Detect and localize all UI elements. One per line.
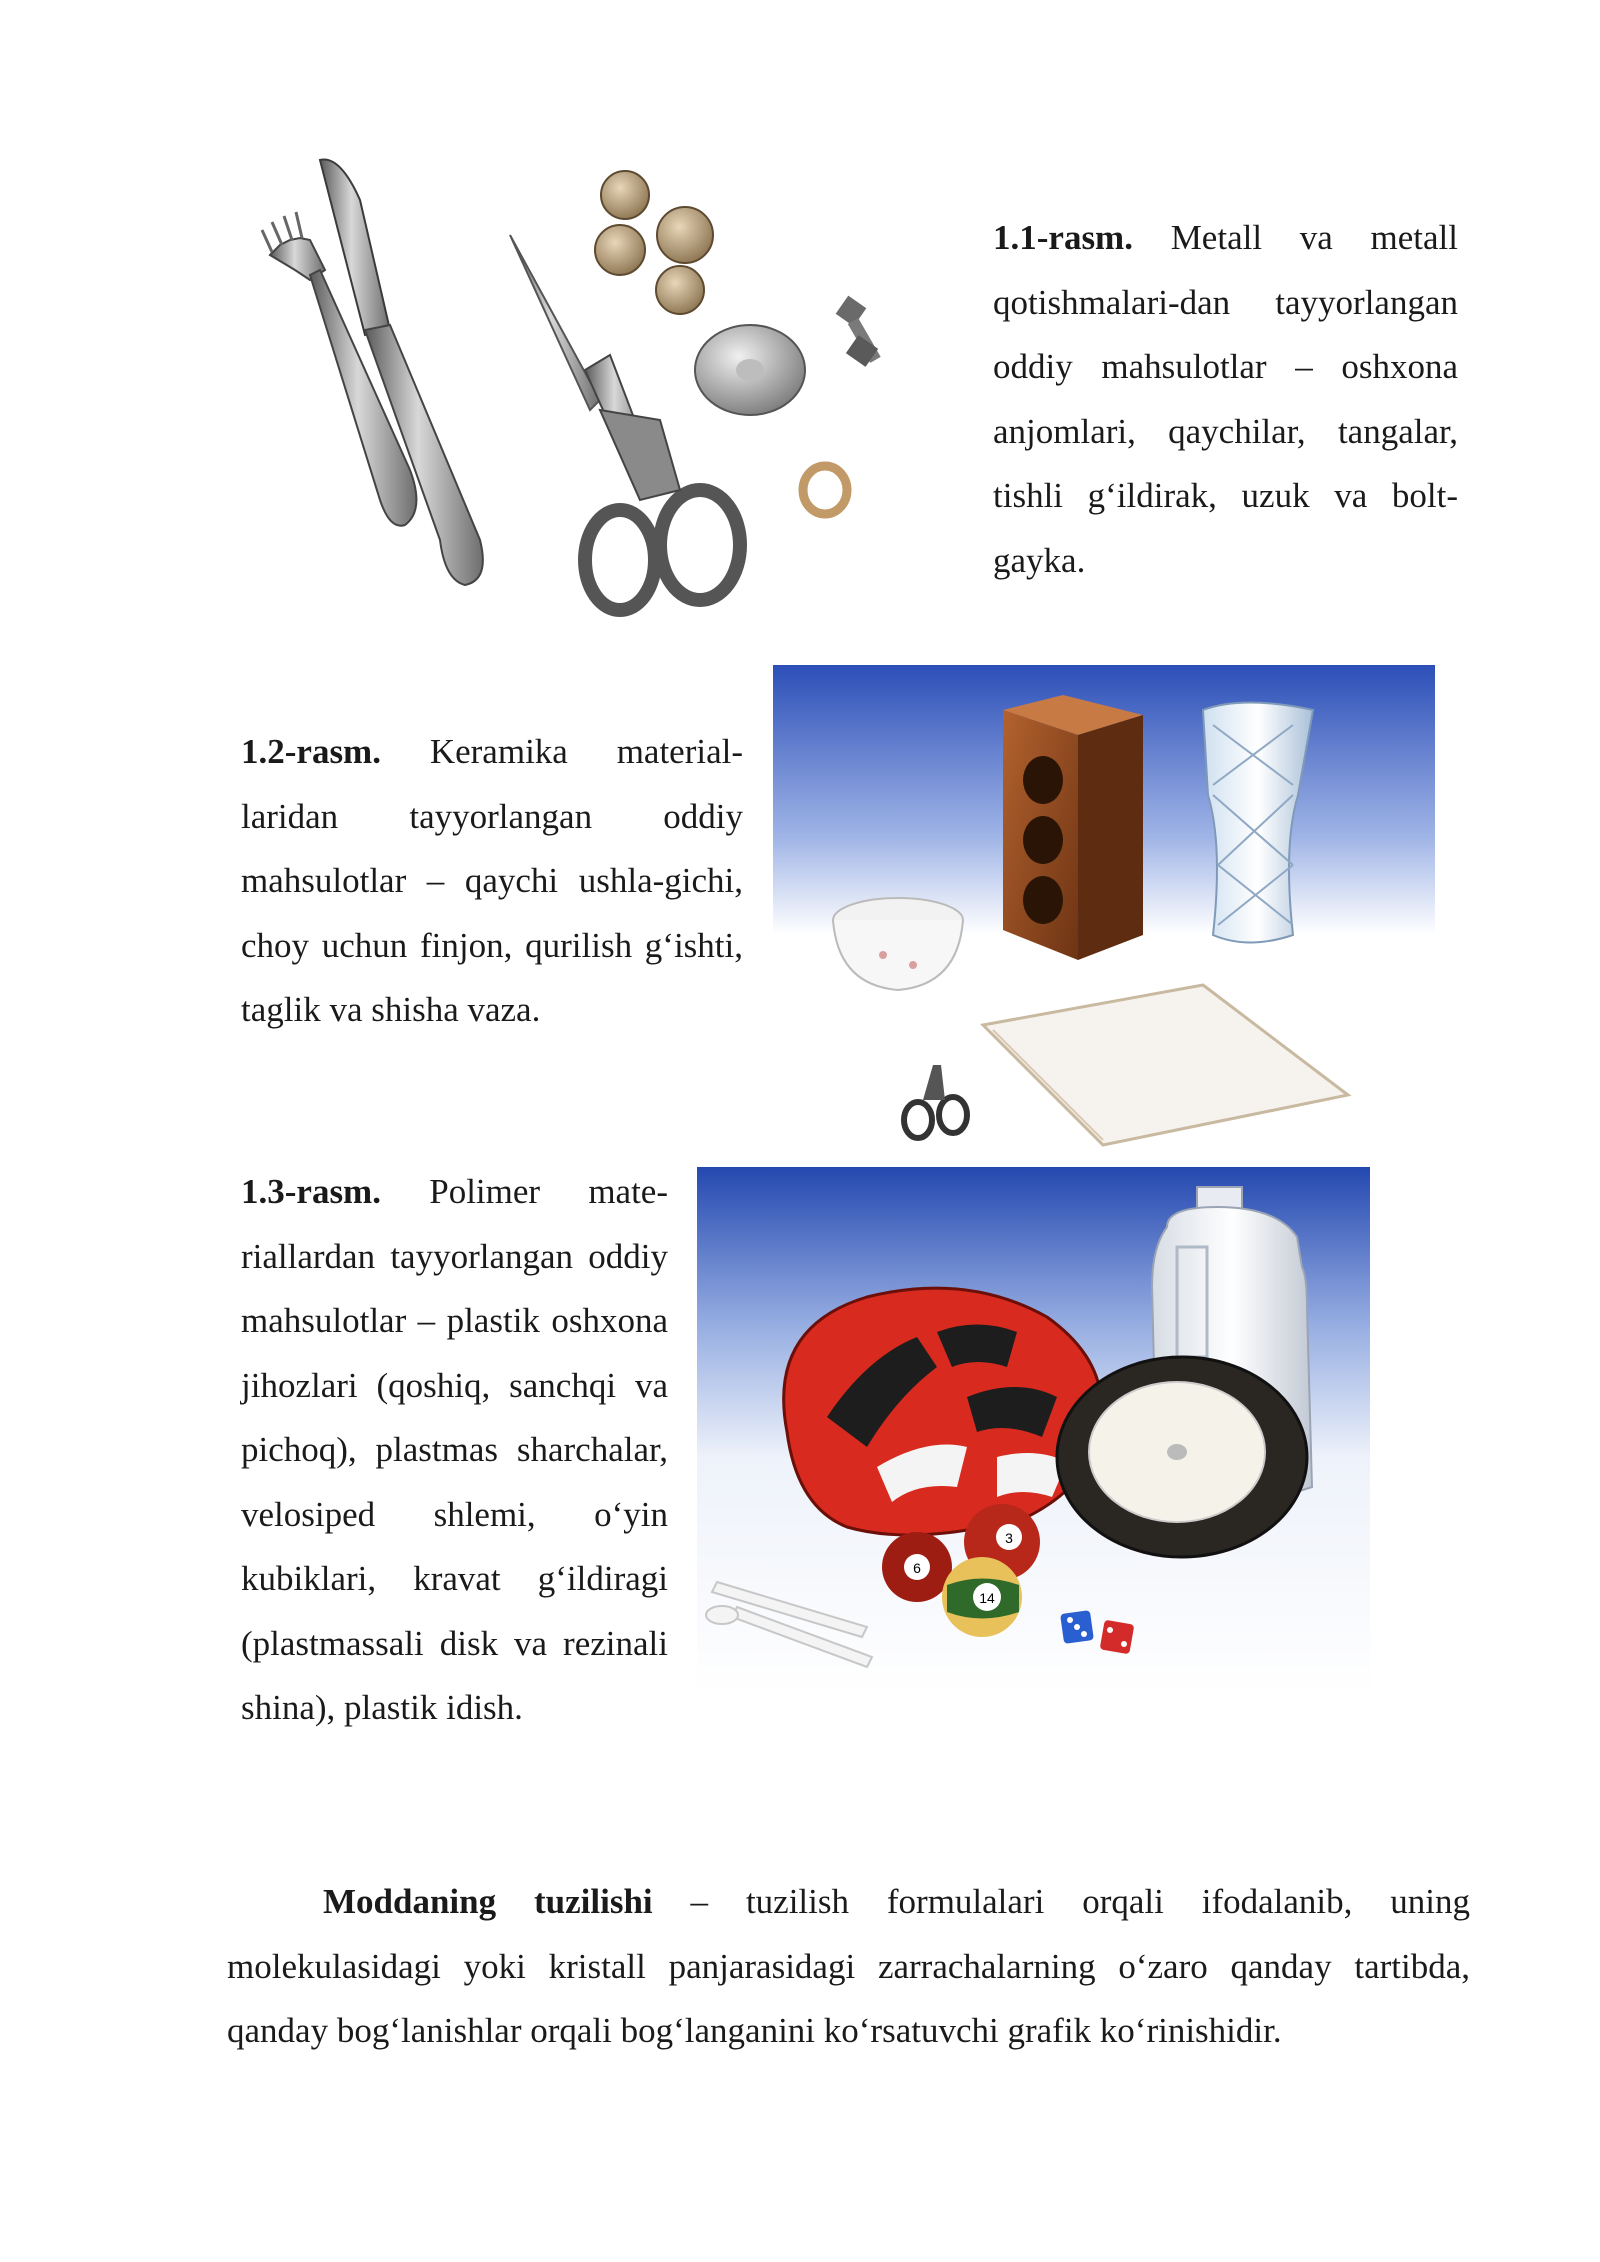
brick-shape — [1003, 695, 1143, 960]
figure-1-2-caption — [241, 720, 743, 1043]
paragraph-term: Moddaning tuzilishi — [323, 1882, 653, 1921]
wheel-shape — [1057, 1357, 1307, 1557]
figure-1-3-caption — [241, 1160, 668, 1741]
bolt-nut-shape — [836, 296, 881, 367]
paragraph-text: – tuzilish formulalari orqali ifodalanib, uning molekulasidagi yoki kristall panjarasidagi zarrachalarning o‘zaro qanday tartibda, qanday bog‘lanishlar orqali bog‘langanini ko‘rsatuvchi grafik ko‘rinishidir. — [227, 1882, 1470, 2050]
ball-number: 14 — [979, 1590, 995, 1606]
figure-1-2-image — [773, 665, 1435, 1155]
scissors-shape — [510, 235, 740, 610]
bicycle-helmet-shape — [784, 1288, 1102, 1535]
figure-text: Polimer mate-riallardan tayyorlangan oddiy mahsulotlar – plastik oshxona jihozlari (qoshiq, sanchqi va pichoq), plastmas sharchalar, velosiped shlemi, o‘yin kubiklari, kravat g‘ildiragi (plastmassali disk va rezinali shina), plastik idish. — [241, 1172, 668, 1727]
figure-text: Keramika material-laridan tayyorlangan oddiy mahsulotlar – qaychi ushla-gichi, choy uchun finjon, qurilish g‘ishti, taglik va shisha vaza. — [241, 732, 744, 1029]
figure-label: 1.3-rasm. — [241, 1172, 381, 1211]
figure-label: 1.1-rasm. — [993, 218, 1133, 257]
ball-number: 3 — [1005, 1530, 1013, 1546]
body-paragraph — [227, 1870, 1470, 2064]
figure-1-1-image — [240, 140, 940, 650]
figure-1-1-caption — [993, 206, 1458, 593]
figure-text: Metall va metall qotishmalari-dan tayyorlangan oddiy mahsulotlar – oshxona anjomlari, qaychilar, tangalar, tishli g‘ildirak, uzuk va bolt-gayka. — [993, 218, 1458, 580]
figure-label: 1.2-rasm. — [241, 732, 381, 771]
figure-1-3-image — [697, 1167, 1370, 1697]
ball-number: 6 — [913, 1560, 921, 1576]
